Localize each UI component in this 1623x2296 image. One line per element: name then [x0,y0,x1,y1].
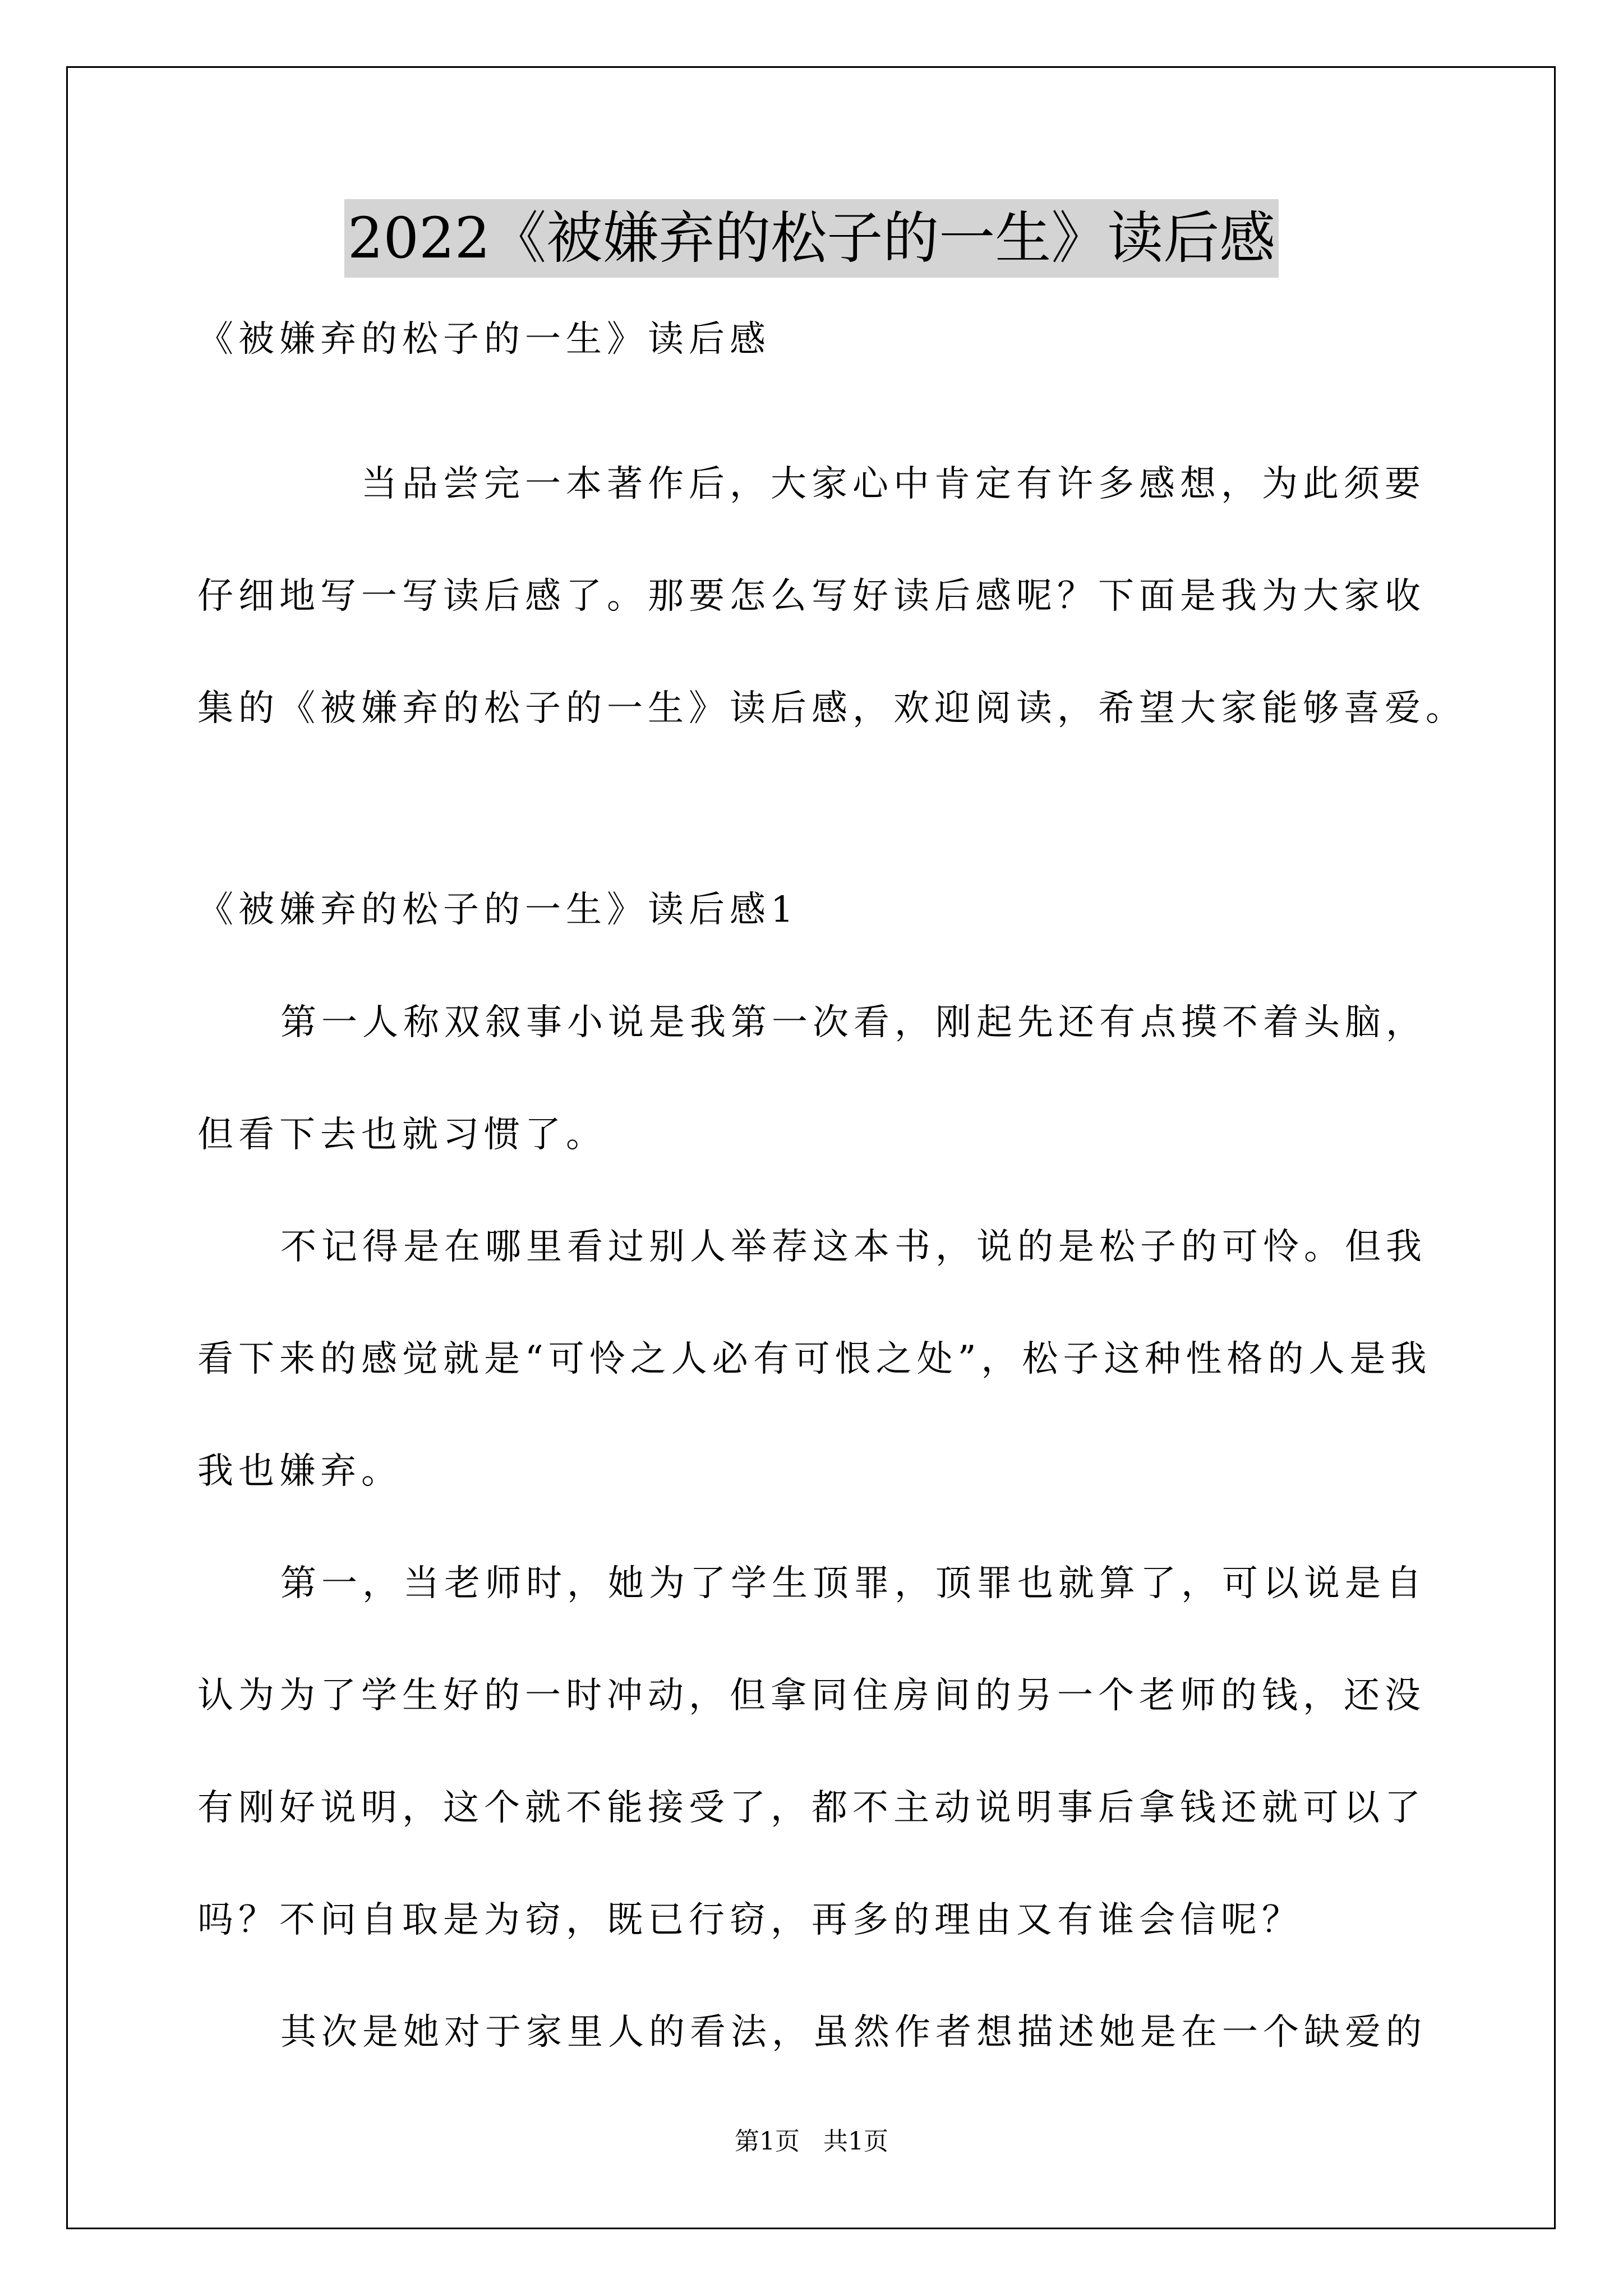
title-container [0,199,1623,278]
paragraph-line: 有刚好说明，这个就不能接受了，都不主动说明事后拿钱还就可以了 [197,1787,1426,1829]
paragraph-line: 看下来的感觉就是“可怜之人必有可恨之处”，松子这种性格的人是我 [197,1338,1432,1380]
page-number: 第1页 共1页 [735,2127,888,2156]
document-title: 2022《被嫌弃的松子的一生》读后感 [344,199,1279,278]
intro-line-3: 集的《被嫌弃的松子的一生》读后感，欢迎阅读，希望大家能够喜爱。 [197,688,1467,729]
paragraph-line: 第一人称双叙事小说是我第一次看，刚起先还有点摸不着头脑， [280,1002,1427,1043]
intro-line-1: 当品尝完一本著作后，大家心中肯定有许多感想，为此须要 [361,463,1426,505]
paragraph-line: 但看下去也就习惯了。 [197,1114,607,1156]
paragraph-line: 第一，当老师时，她为了学生顶罪，顶罪也就算了，可以说是自 [280,1563,1427,1604]
paragraph-line: 不记得是在哪里看过别人举荐这本书，说的是松子的可怜。但我 [280,1226,1427,1268]
section-heading: 《被嫌弃的松子的一生》读后感1 [197,889,799,931]
subtitle: 《被嫌弃的松子的一生》读后感 [197,319,771,360]
intro-line-2: 仔细地写一写读后感了。那要怎么写好读后感呢？下面是我为大家收 [197,576,1426,617]
page-footer [0,2125,1623,2159]
paragraph-line: 其次是她对于家里人的看法，虽然作者想描述她是在一个缺爱的 [280,2012,1427,2053]
paragraph-line: 认为为了学生好的一时冲动，但拿同住房间的另一个老师的钱，还没 [197,1675,1426,1717]
paragraph-line: 我也嫌弃。 [197,1451,402,1492]
paragraph-line: 吗？不问自取是为窃，既已行窃，再多的理由又有谁会信呢？ [197,1899,1303,1941]
